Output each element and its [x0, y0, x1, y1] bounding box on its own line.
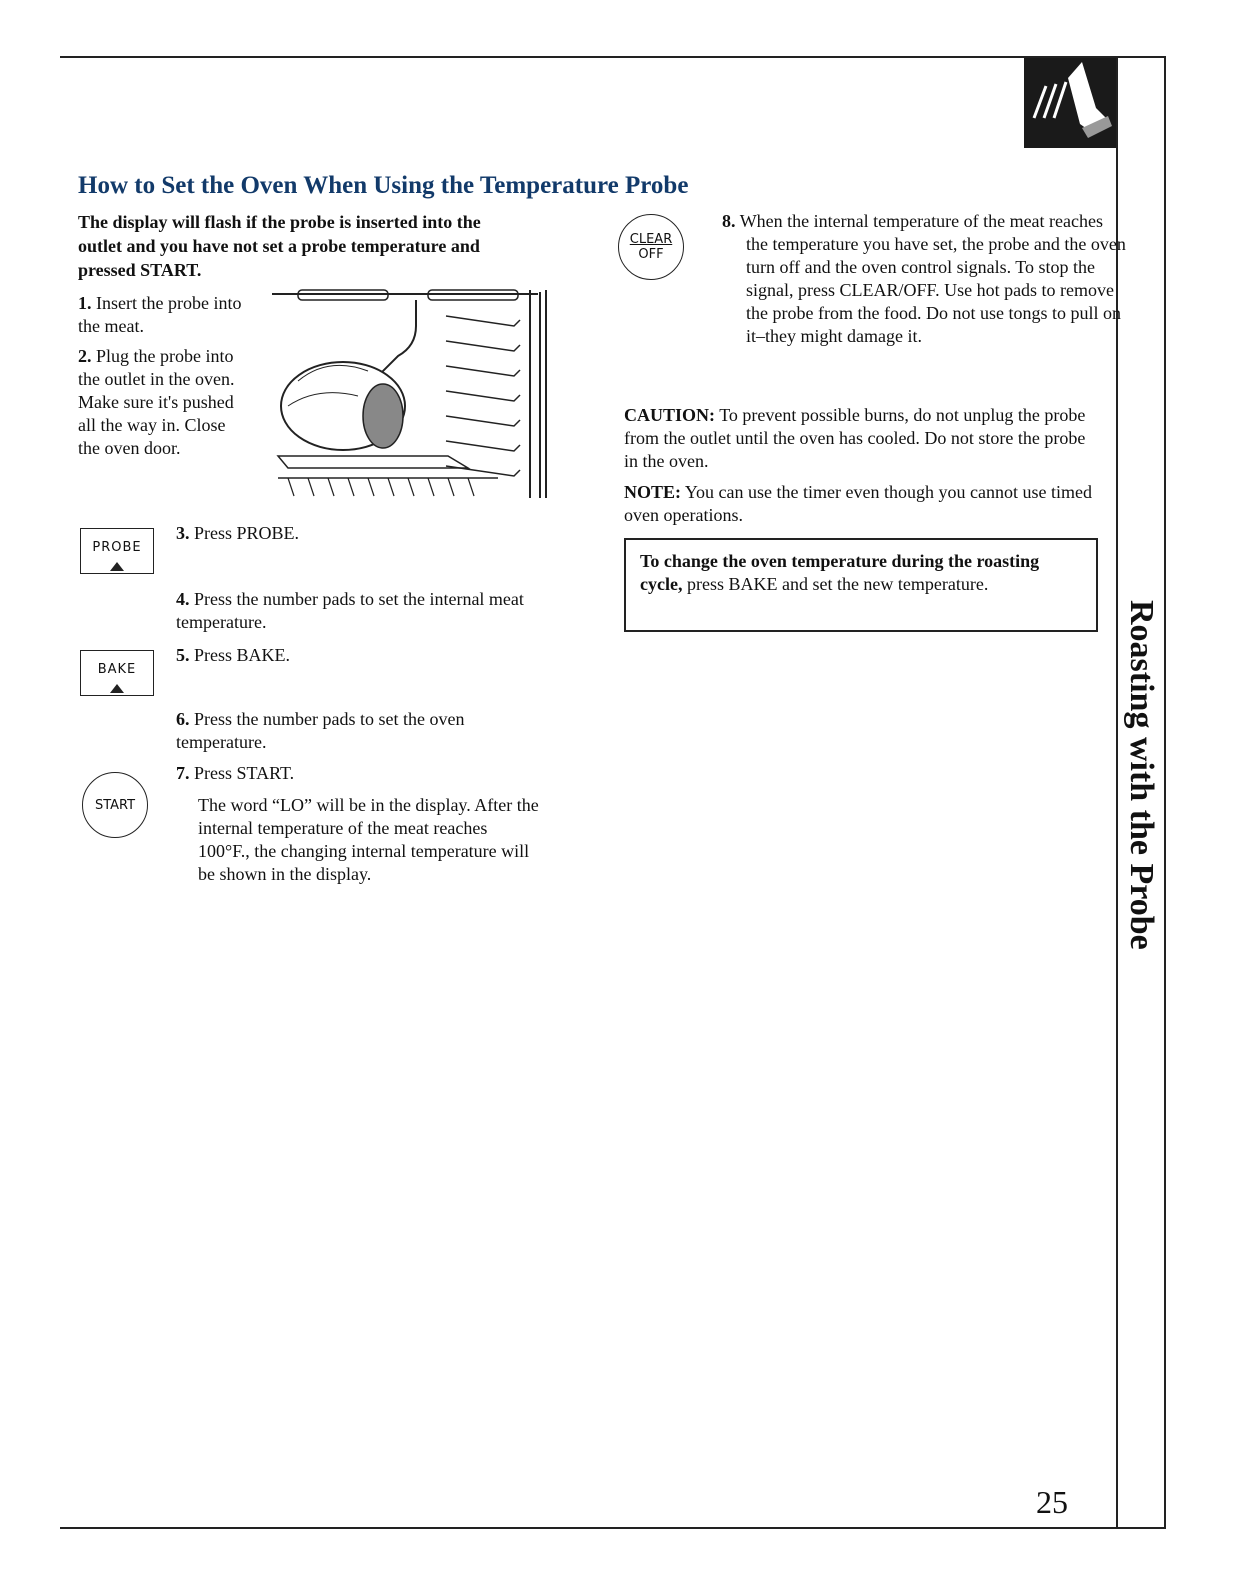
- bottom-rule: [60, 1527, 1165, 1529]
- side-rule-outer: [1164, 56, 1166, 1529]
- step-8: 8. When the internal temperature of the meat reaches the temperature you have set, the probe and the oven turn off and the oven control signals. To stop the signal, press CLEAR/OFF. Use hot pads to remove the probe from the food. Do not use tongs to pull on it–they might damage it.: [722, 211, 1126, 346]
- hand-pointer-logo-icon: [1024, 58, 1116, 148]
- bake-key: BAKE: [80, 650, 154, 696]
- intro-warning: The display will flash if the probe is inserted into the outlet and you have not set a probe temperature and pressed START.: [78, 212, 481, 280]
- step-3: 3. Press PROBE.: [176, 523, 300, 543]
- clear-off-key: CLEAR OFF: [618, 214, 684, 280]
- caution-paragraph: CAUTION: To prevent possible burns, do not unplug the probe from the outlet until the oven has cooled. Do not store the probe in the oven.: [624, 405, 1086, 471]
- side-section-title: Roasting with the Probe: [1123, 600, 1160, 950]
- probe-key-arrow-icon: [110, 562, 124, 571]
- step-7: 7. Press START.: [176, 763, 295, 783]
- oven-probe-illustration: [268, 286, 552, 500]
- probe-key: PROBE: [80, 528, 154, 574]
- step-1: 1. Insert the probe into the meat.: [78, 293, 242, 336]
- page-title: How to Set the Oven When Using the Temperature Probe: [78, 172, 689, 199]
- step-6: 6. Press the number pads to set the oven temperature.: [176, 709, 465, 752]
- tip-box: To change the oven temperature during the roasting cycle, press BAKE and set the new temperature.: [624, 538, 1098, 632]
- step-7-detail: The word “LO” will be in the display. After the internal temperature of the meat reaches 100°F., the changing internal temperature will be shown in the display.: [198, 795, 539, 884]
- note-paragraph: NOTE: You can use the timer even though you cannot use timed oven operations.: [624, 482, 1092, 525]
- start-key: START: [82, 772, 148, 838]
- step-5: 5. Press BAKE.: [176, 645, 291, 665]
- bake-key-arrow-icon: [110, 684, 124, 693]
- step-4: 4. Press the number pads to set the internal meat temperature.: [176, 589, 524, 632]
- page-number: 25: [1036, 1484, 1068, 1520]
- top-rule: [60, 56, 1165, 58]
- step-2: 2. Plug the probe into the outlet in the oven. Make sure it's pushed all the way in. Close the oven door.: [78, 346, 235, 458]
